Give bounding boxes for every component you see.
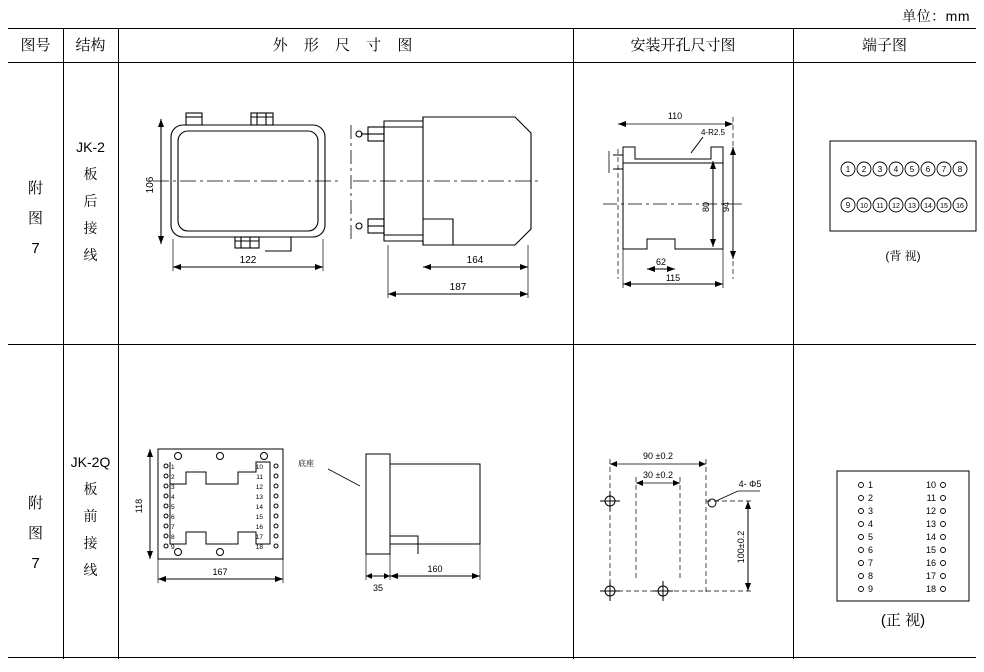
row2-structure-line-5: 线	[83, 562, 98, 578]
row2-cutout-top-width: 90 ±0.2	[643, 451, 673, 461]
row1-cutout-top-width: 110	[667, 111, 683, 121]
row2-terminal-right-13: 13	[925, 519, 936, 529]
row2-structure-line-3: 前	[83, 508, 98, 524]
row1-figure-no-char-1: 附	[27, 180, 43, 197]
row-divider-1	[8, 344, 976, 345]
row1-figure-no-char-3: 7	[31, 240, 40, 257]
row1-structure	[63, 134, 118, 284]
row1-cutout-bottom-slot: 62	[655, 257, 667, 267]
row1-terminal-top-1: 1	[845, 165, 851, 174]
row2-cutout-drawing	[588, 439, 788, 624]
row2-terminal-right-11: 11	[926, 493, 936, 503]
row2-left-terminal-3: 3	[171, 484, 175, 491]
row2-left-terminal-4: 4	[171, 494, 175, 501]
row1-terminal-caption: (背 视)	[885, 249, 921, 263]
row2-terminal-left-7: 7	[868, 558, 874, 568]
row2-left-terminal-8: 8	[171, 534, 175, 541]
row2-left-terminal-5: 5	[171, 504, 175, 511]
row2-terminal-left-1: 1	[868, 480, 874, 490]
row2-right-terminal-12: 12	[255, 484, 263, 491]
row1-terminal-bottom-16: 16	[956, 203, 964, 210]
row1-terminal-bottom-11: 11	[876, 203, 884, 210]
row1-dim-depth-total: 187	[449, 282, 467, 293]
header-cell-outline: 外 形 尺 寸 图	[272, 37, 419, 54]
row2-terminal-diagram	[835, 469, 971, 603]
header-cell-structure: 结构	[75, 37, 106, 54]
table-header-row	[8, 29, 976, 63]
row1-terminal-bottom-12: 12	[892, 203, 900, 210]
row2-cutout-height: 100±0.2	[736, 530, 746, 564]
unit-note: 单位：mm	[902, 8, 970, 24]
row2-dim-height: 118	[134, 498, 144, 514]
header-cell-no: 图号	[20, 37, 51, 54]
dimension-table	[8, 28, 976, 658]
row2-terminal-left-5: 5	[868, 532, 874, 542]
row1-dim-width: 122	[239, 255, 257, 266]
row1-terminal-bottom-14: 14	[924, 203, 932, 210]
row2-right-terminal-13: 13	[255, 494, 263, 501]
row1-terminal-top-4: 4	[893, 165, 899, 174]
row1-cutout-inner-height: 80	[701, 201, 711, 213]
row2-structure-line-1: JK-2Q	[70, 454, 111, 470]
row1-terminal-top-6: 6	[925, 165, 931, 174]
row1-cutout-radius-note: 4-R2.5	[700, 128, 726, 137]
row2-right-terminal-18: 18	[255, 544, 263, 551]
row2-figure-no	[8, 489, 63, 589]
row2-terminal-right-14: 14	[925, 532, 936, 542]
header-cell-terminal: 端子图	[861, 37, 907, 54]
row2-terminal-left-2: 2	[868, 493, 874, 503]
row2-dim-flange: 35	[372, 583, 384, 593]
row1-structure-line-3: 后	[83, 193, 98, 209]
row1-terminal-diagram	[828, 139, 978, 249]
row1-figure-no	[8, 174, 63, 274]
row2-terminal-right-17: 17	[925, 571, 936, 581]
row1-terminal-bottom-9: 9	[845, 201, 851, 210]
row1-outline-drawing	[123, 89, 573, 339]
row2-right-terminal-17: 17	[255, 534, 263, 541]
row2-left-terminal-9: 9	[171, 544, 175, 551]
row2-left-terminal-2: 2	[171, 474, 175, 481]
row2-base-label: 底座	[298, 459, 314, 468]
row2-outline-drawing	[128, 424, 568, 614]
row2-terminal-left-8: 8	[868, 571, 874, 581]
row1-cutout-drawing	[583, 99, 788, 314]
row2-right-terminal-10: 10	[255, 464, 263, 471]
row1-terminal-top-8: 8	[957, 165, 963, 174]
header-cell-cutout: 安装开孔尺寸图	[630, 37, 736, 54]
row1-structure-line-2: 板	[83, 166, 98, 182]
row1-terminal-top-2: 2	[861, 165, 867, 174]
row2-right-terminal-14: 14	[255, 504, 263, 511]
row1-structure-line-4: 接	[83, 220, 98, 236]
row1-structure-line-1: JK-2	[76, 139, 105, 155]
row2-terminal-left-3: 3	[868, 506, 874, 516]
row2-left-terminal-1: 1	[171, 464, 175, 471]
row2-dim-width: 167	[212, 567, 228, 577]
row1-cutout-outer-height: 94	[721, 201, 731, 213]
row2-right-terminal-15: 15	[255, 514, 263, 521]
row2-terminal-right-16: 16	[925, 558, 936, 568]
row2-left-terminal-7: 7	[171, 524, 175, 531]
row2-terminal-left-4: 4	[868, 519, 874, 529]
row2-terminal-right-18: 18	[925, 584, 936, 594]
row2-figure-no-char-1: 附	[27, 495, 43, 512]
row2-structure-line-2: 板	[83, 481, 98, 497]
row1-terminal-top-3: 3	[877, 165, 883, 174]
row1-terminal-bottom-13: 13	[908, 203, 916, 210]
row2-terminal-caption: (正 视)	[880, 612, 926, 629]
row1-dim-depth-body: 164	[466, 255, 484, 266]
row2-terminal-left-6: 6	[868, 545, 874, 555]
row1-structure-line-5: 线	[83, 247, 98, 263]
row2-structure	[63, 449, 118, 599]
row2-figure-no-char-2: 图	[27, 525, 43, 542]
row2-right-terminal-11: 11	[256, 474, 263, 481]
row2-terminal-right-15: 15	[925, 545, 936, 555]
row2-figure-no-char-3: 7	[31, 555, 40, 572]
row1-cutout-bottom-width: 115	[665, 273, 681, 283]
row2-terminal-right-10: 10	[925, 480, 936, 490]
row1-terminal-top-7: 7	[941, 165, 947, 174]
row1-terminal-top-5: 5	[909, 165, 915, 174]
row2-structure-line-4: 接	[83, 535, 98, 551]
row2-left-terminal-6: 6	[171, 514, 175, 521]
row2-cutout-hole-note: 4- Φ5	[738, 479, 762, 489]
row1-terminal-bottom-15: 15	[940, 203, 948, 210]
row2-cutout-inner-width: 30 ±0.2	[643, 470, 673, 480]
row1-dim-height: 106	[145, 176, 156, 194]
row2-terminal-right-12: 12	[925, 506, 936, 516]
row2-dim-depth: 160	[427, 564, 443, 574]
row2-right-terminal-16: 16	[255, 524, 263, 531]
row1-terminal-bottom-10: 10	[860, 203, 868, 210]
row1-figure-no-char-2: 图	[27, 210, 43, 227]
row2-terminal-left-9: 9	[868, 584, 874, 594]
